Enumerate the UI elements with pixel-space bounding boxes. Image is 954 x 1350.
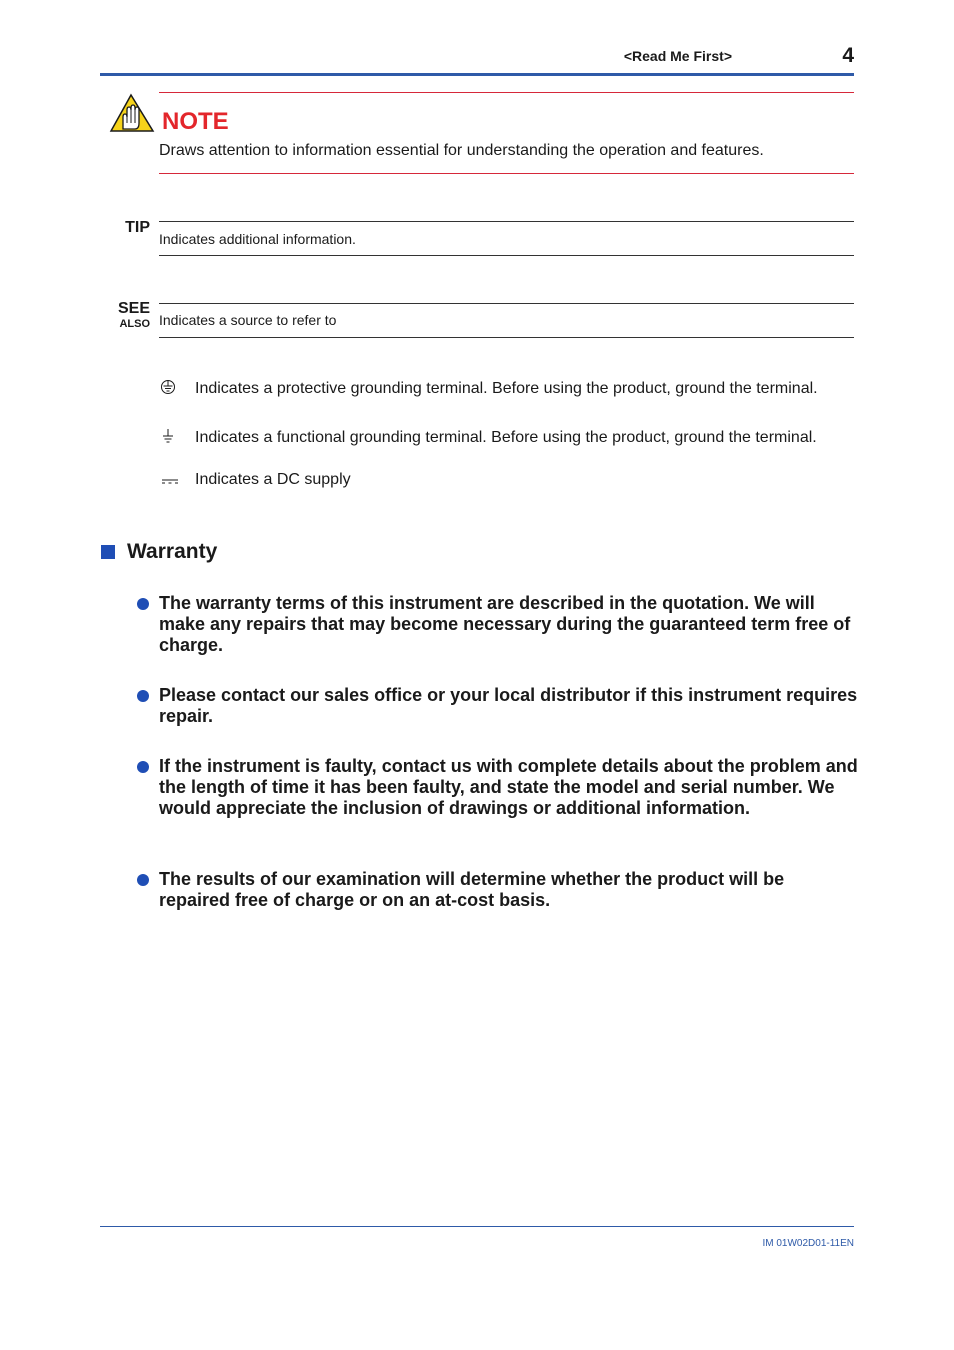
tip-description: Indicates additional information. xyxy=(159,231,356,247)
bullet-dot xyxy=(137,874,149,886)
section-square-bullet xyxy=(101,545,115,559)
protective-ground-text: Indicates a protective grounding terminal. Before using the product, ground the terminal. xyxy=(195,380,818,397)
document-code: IM 01W02D01-11EN xyxy=(762,1238,854,1249)
tip-top-divider xyxy=(159,221,854,222)
functional-ground-text: Indicates a functional grounding terminal. Before using the product, ground the terminal. xyxy=(195,429,817,446)
see-also-description: Indicates a source to refer to xyxy=(159,312,337,328)
bullet-dot xyxy=(137,690,149,702)
functional-ground-icon xyxy=(158,427,182,447)
tip-label: TIP xyxy=(125,219,150,236)
bullet-dot xyxy=(137,598,149,610)
protective-ground-icon xyxy=(158,378,182,398)
page-number: 4 xyxy=(842,44,854,67)
dc-supply-icon xyxy=(158,472,182,492)
see-also-label-see: SEE xyxy=(117,300,150,317)
running-header: <Read Me First> xyxy=(623,48,732,64)
hand-caution-icon xyxy=(109,93,155,133)
note-bottom-divider xyxy=(159,173,854,174)
note-description: Draws attention to information essential for understanding the operation and features. xyxy=(159,142,764,159)
warranty-bullet-3: If the instrument is faulty, contact us with complete details about the problem and the length of time it has been faulty, and state the model and serial number. We would appreciate the inclusion of drawings or additional information. xyxy=(159,756,858,818)
header-divider xyxy=(100,73,854,76)
see-also-bottom-divider xyxy=(159,337,854,338)
note-title: NOTE xyxy=(162,108,229,135)
bullet-dot xyxy=(137,761,149,773)
tip-bottom-divider xyxy=(159,255,854,256)
note-top-divider xyxy=(159,92,854,93)
warranty-bullet-2: Please contact our sales office or your local distributor if this instrument requires repair. xyxy=(159,685,858,726)
see-also-label-also: ALSO xyxy=(119,318,150,330)
warranty-bullet-1: The warranty terms of this instrument are described in the quotation. We will make any repairs that may become necessary during the guaranteed term free of charge. xyxy=(159,593,851,655)
footer-divider xyxy=(100,1226,854,1227)
see-also-top-divider xyxy=(159,303,854,304)
dc-supply-text: Indicates a DC supply xyxy=(195,471,351,488)
warranty-heading: Warranty xyxy=(127,540,218,563)
warranty-bullet-4: The results of our examination will determine whether the product will be repaired free of charge or on an at-cost basis. xyxy=(159,869,785,910)
